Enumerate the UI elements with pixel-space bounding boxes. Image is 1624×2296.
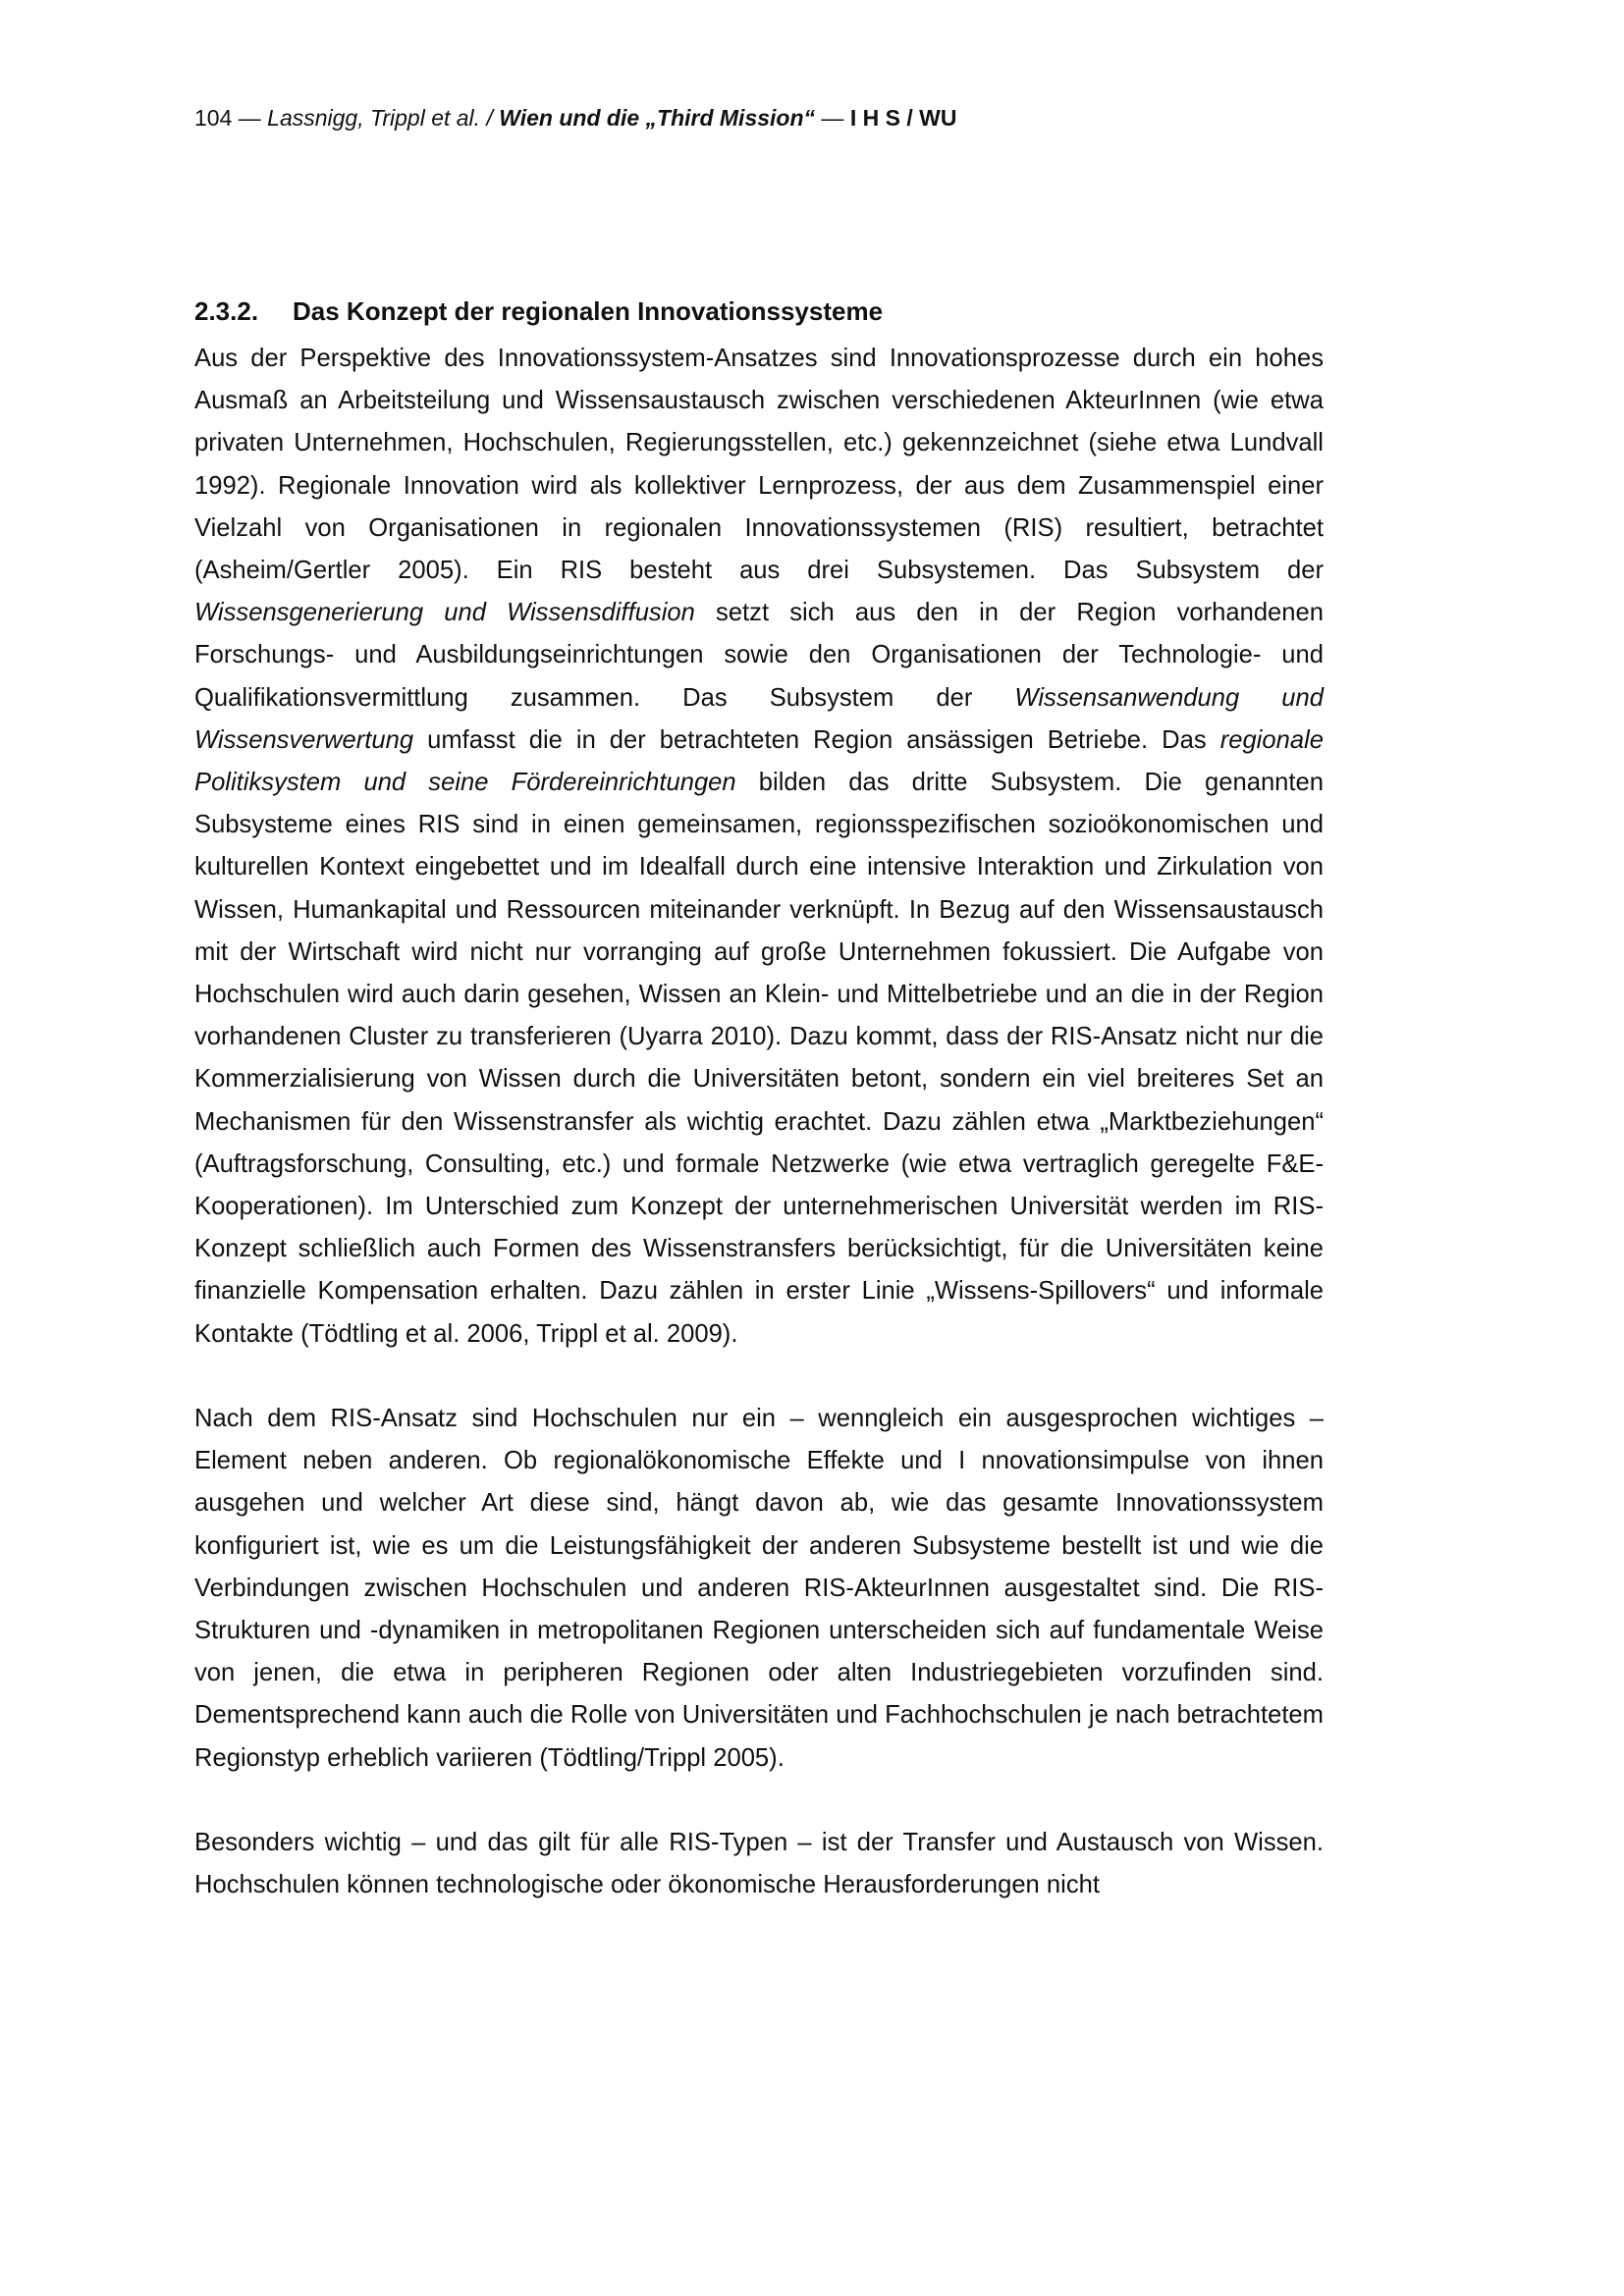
emphasis-knowledge-generation: Wissensgenerierung und Wissensdiffusion <box>194 599 695 627</box>
running-header <box>194 102 956 133</box>
paragraph-text: setzt sich aus den in der Region vorhandenen Forschungs- und Ausbildungseinrichtungen sowie den Organisationen der Technologie- und Qualifikationsvermittlung zusammen. Das Subsystem der <box>194 599 1324 712</box>
paragraph-text: bilden das dritte Subsystem. Die genannten Subsysteme eines RIS sind in einen gemeinsamen, regionsspezifischen sozioökonomischen und kulturellen Kontext eingebettet und im Idealfall durch eine intensive Interaktion und Zirkulation von Wissen, Humankapital und Ressourcen miteinander verknüpft. In Bezug auf den Wissensaustausch mit der Wirtschaft wird nicht nur vorranging auf große Unternehmen fokussiert. Die Aufgabe von Hochschulen wird auch darin gesehen, Wissen an Klein- und Mittelbetriebe und an die in der Region vorhandenen Cluster zu transferieren (Uyarra 2010). Dazu kommt, dass der RIS-Ansatz nicht nur die Kommerzialisierung von Wissen durch die Universitäten betont, sondern ein viel breiteres Set an Mechanismen für den Wissenstransfer als wichtig erachtet. Dazu zählen etwa „Marktbeziehungen“ (Auftragsforschung, Consulting, etc.) und formale Netzwerke (wie etwa vertraglich geregelte F&E-Kooperationen). Im Unterschied zum Konzept der unternehmerischen Universität werden im RIS-Konzept schließlich auch Formen des Wissenstransfers berücksichtigt, für die Universitäten keine finanzielle Kompensation erhalten. Dazu zählen in erster Linie „Wissens-Spillovers“ und informale Kontakte (Tödtling et al. 2006, Trippl et al. 2009). <box>194 769 1324 1348</box>
paragraph-text: umfasst die in der betrachteten Region ansässigen Betriebe. Das <box>413 725 1220 754</box>
paragraph-universities-role: Nach dem RIS-Ansatz sind Hochschulen nur ein – wenngleich ein ausgesprochen wichtiges – Element neben anderen. Ob regionalökonomische Effekte und I nnovationsimpulse von ihnen ausgehen und welcher Art diese sind, hängt davon ab, wie das gesamte Innovationssystem konfiguriert ist, wie es um die Leistungsfähigkeit der anderen Subsysteme bestellt ist und wie die Verbindungen zwischen Hochschulen und anderen RIS-AkteurInnen ausgestaltet sind. Die RIS-Strukturen und -dynamiken in metropolitanen Regionen unterscheiden sich auf fundamentale Weise von jenen, die etwa in peripheren Regionen oder alten Industriegebieten vorzufinden sind. Dementsprechend kann auch die Rolle von Universitäten und Fachhochschulen je nach betrachtetem Regionstyp erheblich variieren (Tödtling/Trippl 2005). <box>194 1405 1324 1772</box>
paragraph-text: Aus der Perspektive des Innovationssystem-Ansatzes sind Innovationsprozesse durch ein hohes Ausmaß an Arbeitsteilung und Wissensaustausch zwischen verschiedenen AkteurInnen (wie etwa privaten Unternehmen, Hochschulen, Regierungsstellen, etc.) gekennzeichnet (siehe etwa Lundvall 1992). Regionale Innovation wird als kollektiver Lernprozess, der aus dem Zusammenspiel einer Vielzahl von Organisationen in regionalen Innovationssystemen (RIS) resultiert, betrachtet (Asheim/Gertler 2005). Ein RIS besteht aus drei Subsystemen. Das Subsystem der <box>194 345 1324 585</box>
header-separator: — <box>815 105 850 131</box>
header-authors: Lassnigg, Trippl et al. / <box>267 105 500 131</box>
section-title: Das Konzept der regionalen Innovationssysteme <box>293 296 884 326</box>
section-heading <box>194 293 1324 330</box>
header-separator: — <box>232 105 268 131</box>
header-report-title: Wien und die „Third Mission“ <box>499 105 816 131</box>
main-content <box>194 293 1324 1906</box>
page-number: 104 <box>194 105 233 131</box>
paragraph-knowledge-transfer: Besonders wichtig – und das gilt für alle RIS-Typen – ist der Transfer und Austausch von Wissen. Hochschulen können technologische oder ökonomische Herausforderungen nicht <box>194 1829 1324 1899</box>
paragraph-ris-concept <box>194 338 1324 1356</box>
emphasis-policy-system: regionale Politiksystem und seine Fördereinrichtungen <box>194 725 1324 797</box>
emphasis-knowledge-application: Wissensanwendung und Wissensverwertung <box>194 683 1324 754</box>
header-institutions: I H S / WU <box>849 105 957 131</box>
section-number: 2.3.2. <box>194 296 259 326</box>
